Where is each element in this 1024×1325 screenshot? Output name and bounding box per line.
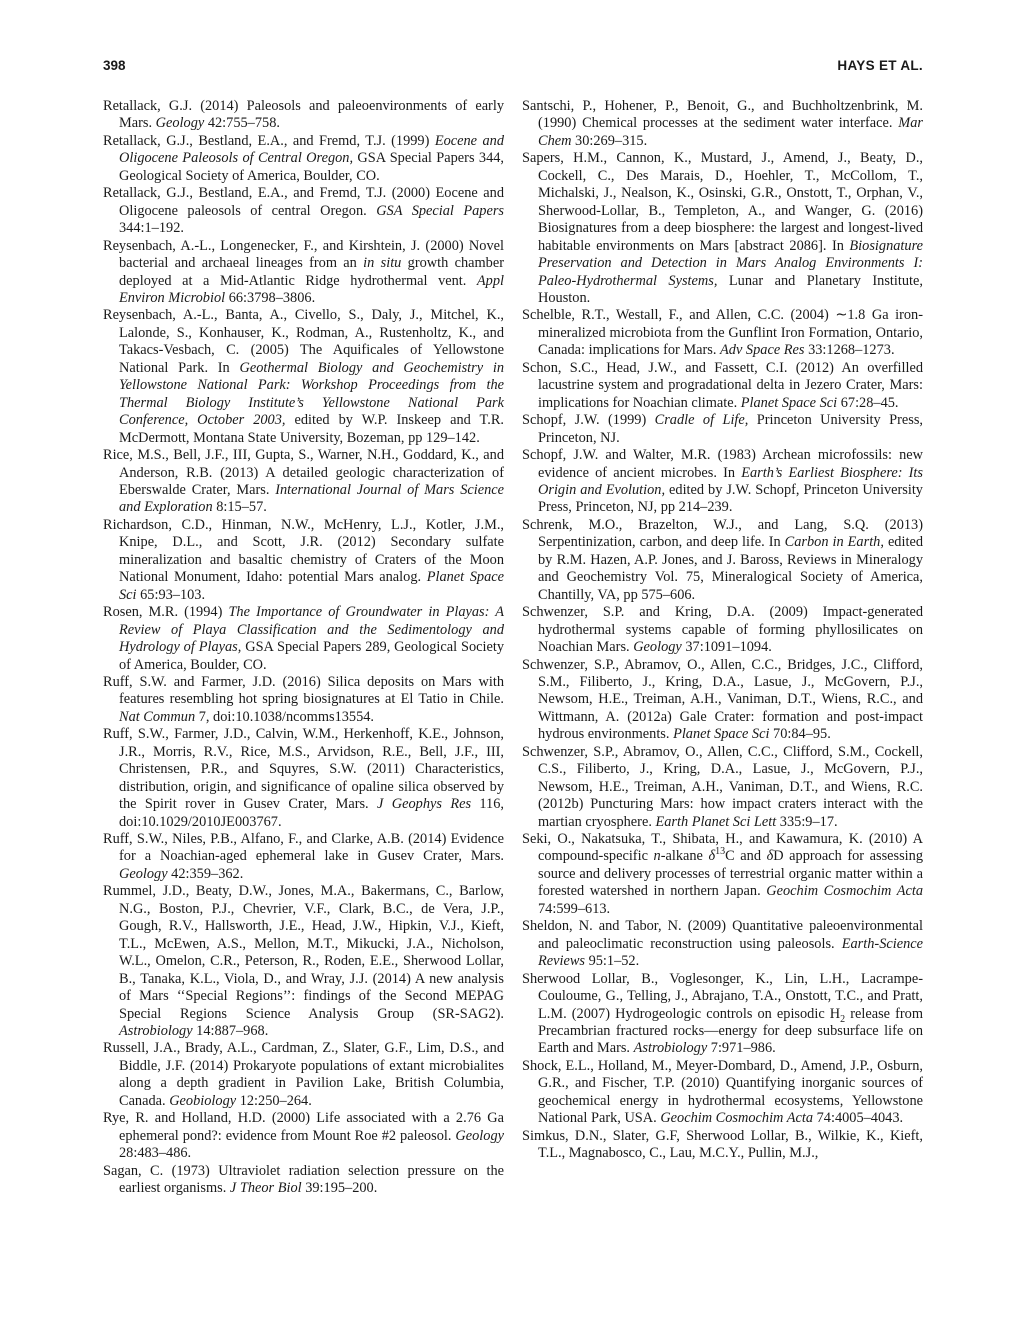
references-right-column — [522, 98, 923, 1163]
reference-entry: Retallack, G.J., Bestland, E.A., and Fremd, T.J. (1999) Eocene and Oligocene Paleosols of Central Oregon, GSA Special Papers 344, Geological Society of America, Boulder, CO. — [103, 132, 504, 184]
reference-entry: Ruff, S.W. and Farmer, J.D. (2016) Silica deposits on Mars with features resembling hot spring biosignatures at El Tatio in Chile. Nat Commun 7, doi:10.1038/ncomms13554. — [103, 673, 504, 725]
reference-entry: Richardson, C.D., Hinman, N.W., McHenry, L.J., Kotler, J.M., Knipe, D.L., and Scott, J.R. (2012) Secondary sulfate mineralization and basaltic chemistry of Craters of the Moon National Monument, Idaho: potential Mars analog. Planet Space Sci 65:93–103. — [103, 516, 504, 603]
reference-entry: Ruff, S.W., Niles, P.B., Alfano, F., and Clarke, A.B. (2014) Evidence for a Noachian-aged ephemeral lake in Gusev Crater, Mars. Geology 42:359–362. — [103, 831, 504, 882]
reference-entry: Sherwood Lollar, B., Voglesonger, K., Lin, L.H., Lacrampe-Couloume, G., Telling, J., Abrajano, T.A., Onstott, T.C., and Pratt, L.M. (2007) Hydrogeologic controls on episodic $H_2$ release from Precambrian fractured rocks—energy for deep subsurface life on Earth and Mars. Astrobiology 7:971–986. — [522, 970, 924, 1057]
reference-entry: Sheldon, N. and Tabor, N. (2009) Quantitative paleoenvironmental and paleoclimatic reconstruction using paleosols. Earth-Science Reviews 95:1–52. — [522, 918, 923, 970]
reference-entry: Rummel, J.D., Beaty, D.W., Jones, M.A., Bakermans, C., Barlow, N.G., Boston, P.J., Chevrier, V.F., Clark, B.C., de Vera, J.P., Gough, R.V., Hallsworth, J.E., Head, J.W., Hipkin, V.J., Kieft, T.L., McEwen, A.S., Mellon, M.T., Mikucki, J.A., Nicholson, W.L., Omelon, C.R., Peterson, R., Roden, E.E., Sherwood Lollar, B., Tanaka, K.L., Viola, D., and Wray, J.J. (2014) A new analysis of Mars ‘‘Special Regions’’: findings of the Second MEPAG Special Regions Science Analysis Group (SR-SAG2). Astrobiology 14:887–968. — [103, 883, 504, 1040]
reference-entry: Simkus, D.N., Slater, G.F, Sherwood Lollar, B., Wilkie, K., Kieft, T.L., Magnabosco, C., Lau, M.C.Y., Pullin, M.J., — [522, 1127, 923, 1162]
reference-entry: Schrenk, M.O., Brazelton, W.J., and Lang, S.Q. (2013) Serpentinization, carbon, and deep life. In Carbon in Earth, edited by R.M. Hazen, A.P. Jones, and J. Baross, Reviews in Mineralogy and Geochemistry Vol. 75, Mineralogical Society of America, Chantilly, VA, pp 575–606. — [522, 516, 923, 603]
reference-entry: Retallack, G.J. (2014) Paleosols and paleoenvironments of early Mars. Geology 42:755–758. — [103, 98, 504, 132]
references-left-column — [103, 98, 504, 1198]
reference-entry: Reysenbach, A.-L., Banta, A., Civello, S., Daly, J., Mitchel, K., Lalonde, S., Konhauser, K., Rodman, A., Rustenholtz, K., and Takacs-Vesbach, C. (2005) The Aquificales of Yellowstone National Park. In Geothermal Biology and Geochemistry in Yellowstone National Park: Workshop Proceedings from the Thermal Biology Institute’s Yellowstone National Park Conference, October 2003, edited by W.P. Inskeep and T.R. McDermott, Montana State University, Bozeman, pp 129–142. — [103, 307, 504, 446]
reference-entry: Sapers, H.M., Cannon, K., Mustard, J., Amend, J., Beaty, D., Cockell, C., Des Marais, D., Hoehler, T., McCollom, T., Michalski, J., Nealson, K., Osinski, G.R., Onstott, T., Orphan, V., Sherwood-Lollar, B., Templeton, A., and Wanger, G. (2016) Biosignatures from a deep biosphere: the largest and longest-lived habitable environments on Mars [abstract 2086]. In Biosignature Preservation and Detection in Mars Analog Environments I: Paleo-Hydrothermal Systems, Lunar and Planetary Institute, Houston. — [522, 150, 923, 306]
reference-entry: Schwenzer, S.P. and Kring, D.A. (2009) Impact-generated hydrothermal systems capable of forming phyllosilicates on Noachian Mars. Geology 37:1091–1094. — [522, 604, 923, 656]
page-header — [103, 58, 923, 78]
reference-entry: Seki, O., Nakatsuka, T., Shibata, H., and Kawamura, K. (2010) A compound-specific n-alkane $\delta^{13}C$ and δD approach for assessing source and delivery processes of terrestrial organic matter within a forested watershed in northern Japan. Geochim Cosmochim Acta 74:599–613. — [522, 831, 924, 917]
reference-entry: Rosen, M.R. (1994) The Importance of Groundwater in Playas: A Review of Playa Classification and the Sedimentology and Hydrology of Playas, GSA Special Papers 289, Geological Society of America, Boulder, CO. — [103, 604, 504, 673]
reference-entry: Sagan, C. (1973) Ultraviolet radiation selection pressure on the earliest organisms. J Theor Biol 39:195–200. — [103, 1162, 504, 1197]
reference-entry: Reysenbach, A.-L., Longenecker, F., and Kirshtein, J. (2000) Novel bacterial and archaeal lineages from an in situ growth chamber deployed at a Mid-Atlantic Ridge hydrothermal vent. Appl Environ Microbiol 66:3798–3806. — [103, 237, 505, 306]
reference-entry: Schwenzer, S.P., Abramov, O., Allen, C.C., Bridges, J.C., Clifford, S.M., Filiberto, J., Kring, D.A., Lasue, J., McGovern, P.J., Newsom, H.E., Treiman, A.H., Vaniman, D.T., Wiens, R.C., and Wittmann, A. (2012a) Gale Crater: formation and post-impact hydrous environments. Planet Space Sci 70:84–95. — [522, 656, 923, 743]
reference-entry: Santschi, P., Hohener, P., Benoit, G., and Buchholtzenbrink, M. (1990) Chemical processes at the sediment water interface. Mar Chem 30:269–315. — [522, 98, 923, 149]
reference-entry: Schopf, J.W. and Walter, M.R. (1983) Archean microfossils: new evidence of ancient microbes. In Earth’s Earliest Biosphere: Its Origin and Evolution, edited by J.W. Schopf, Princeton University Press, Princeton, NJ, pp 214–239. — [522, 447, 924, 516]
reference-entry: Schon, S.C., Head, J.W., and Fassett, C.I. (2012) An overfilled lacustrine system and progradational delta in Jezero Crater, Mars: implications for Noachian climate. Planet Space Sci 67:28–45. — [522, 359, 923, 411]
reference-entry: Rye, R. and Holland, H.D. (2000) Life associated with a 2.76 Ga ephemeral pond?: evidence from Mount Roe #2 paleosol. Geology 28:483–486. — [103, 1110, 504, 1162]
reference-entry: Ruff, S.W., Farmer, J.D., Calvin, W.M., Herkenhoff, K.E., Johnson, J.R., Morris, R.V., Rice, M.S., Arvidson, R.E., Bell, J.F., III, Christensen, P.R., and Squyres, S.W. (2011) Characteristics, distribution, origin, and significance of opaline silica observed by the Spirit rover in Gusev Crater, Mars. J Geophys Res 116, doi:10.1029/2010JE003767. — [103, 726, 504, 830]
reference-entry: Russell, J.A., Brady, A.L., Cardman, Z., Slater, G.F., Lim, D.S., and Biddle, J.F. (2014) Prokaryote populations of extant microbialites along a depth gradient in Pavilion Lake, British Columbia, Canada. Geobiology 12:250–264. — [103, 1040, 504, 1109]
reference-entry: Schwenzer, S.P., Abramov, O., Allen, C.C., Clifford, S.M., Cockell, C.S., Filiberto, J., Kring, D.A., Lasue, J., McGovern, P.J., Newsom, H.E., Treiman, A.H., Vaniman, D.T., and Wiens, R.C. (2012b) Puncturing Mars: how impact craters interact with the martian cryosphere. Earth Planet Sci Lett 335:9–17. — [522, 743, 923, 830]
reference-entry: Schopf, J.W. (1999) Cradle of Life, Princeton University Press, Princeton, NJ. — [522, 412, 923, 446]
reference-entry: Rice, M.S., Bell, J.F., III, Gupta, S., Warner, N.H., Goddard, K., and Anderson, R.B. (2013) A detailed geologic characterization of Eberswalde Crater, Mars. International Journal of Mars Science and Exploration 8:15–57. — [103, 447, 504, 516]
running-head: HAYS ET AL. — [837, 58, 923, 73]
reference-entry: Retallack, G.J., Bestland, E.A., and Fremd, T.J. (2000) Eocene and Oligocene paleosols of central Oregon. GSA Special Papers 344:1–192. — [103, 185, 505, 237]
reference-entry: Schelble, R.T., Westall, F., and Allen, C.C. (2004) ∼1.8 Ga iron-mineralized microbiota from the Gunflint Iron Formation, Ontario, Canada: implications for Mars. Adv Space Res 33:1268–1273. — [522, 307, 923, 359]
reference-entry: Shock, E.L., Holland, M., Meyer-Dombard, D., Amend, J.P., Osburn, G.R., and Fischer, T.P. (2010) Quantifying inorganic sources of geochemical energy in hydrothermal ecosystems, Yellowstone National Park, USA. Geochim Cosmochim Acta 74:4005–4043. — [522, 1057, 923, 1127]
page-number: 398 — [103, 58, 126, 73]
